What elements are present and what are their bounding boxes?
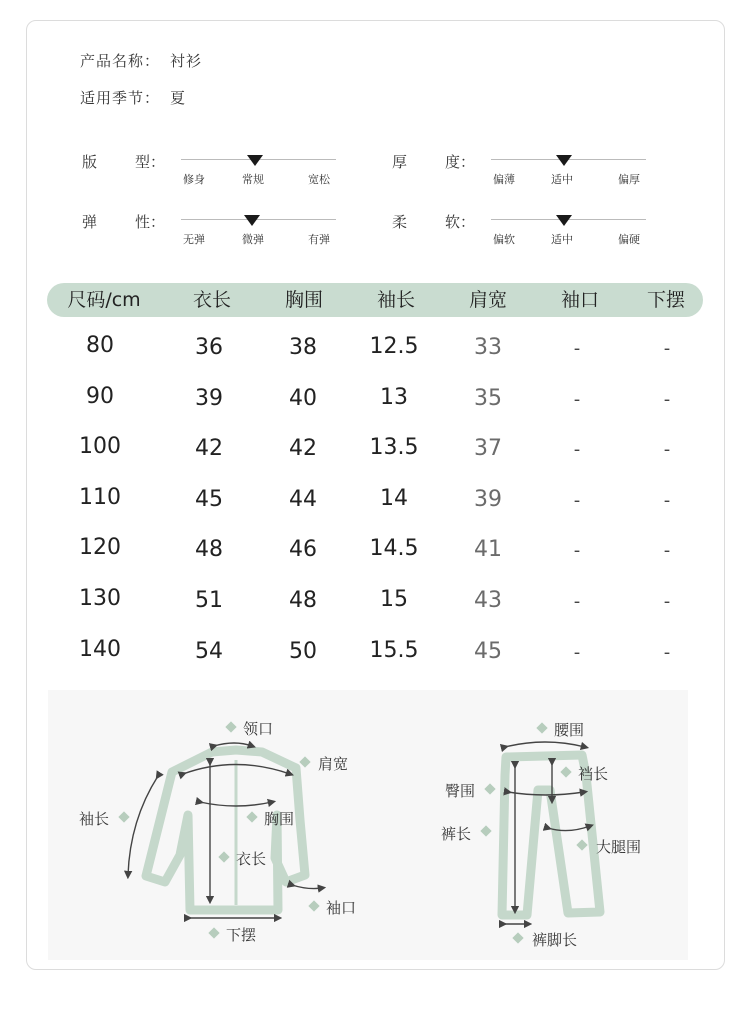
table-cell: - [573,389,581,410]
table-cell: 110 [79,485,121,510]
thickness-label: 厚 度： [392,153,476,171]
label-leg-opening: 裤脚长 [532,931,578,949]
col-shoulder-header: 肩宽 [468,289,508,311]
table-cell: 13.5 [369,435,419,460]
label-hem: 下摆 [226,926,257,944]
table-cell: 120 [79,535,121,560]
table-cell: 36 [195,335,223,360]
softness-option: 偏软 [493,233,515,246]
shirt-outline [146,750,305,910]
thickness-option: 适中 [551,173,573,186]
label-shoulder: 肩宽 [318,755,349,773]
table-cell: 38 [289,335,317,360]
label-thigh: 大腿围 [596,838,642,856]
table-cell: 40 [289,386,317,411]
table-cell: 51 [195,588,223,613]
season-label: 适用季节： [80,89,161,107]
table-cell: - [663,591,671,612]
product-name-label: 产品名称： [80,52,161,70]
col-sleeve-header: 袖长 [376,289,416,311]
table-cell: 39 [195,386,223,411]
table-cell: 14 [380,486,408,511]
col-chest-header: 胸围 [284,289,324,311]
table-cell: 13 [380,385,408,410]
col-size-header: 尺码/cm [67,289,141,311]
table-cell: - [663,540,671,561]
table-cell: 100 [79,434,121,459]
fit-option: 宽松 [308,173,330,186]
table-cell: 80 [86,333,114,358]
label-length: 衣长 [236,850,267,868]
label-chest: 胸围 [264,810,295,828]
table-cell: 15 [380,587,408,612]
elasticity-label: 弹 性： [82,213,166,231]
col-hem-header: 下摆 [646,289,686,311]
table-cell: 140 [79,637,121,662]
label-hip: 臀围 [445,782,476,800]
season-value: 夏 [170,89,187,107]
pants-measure-lines [503,742,590,924]
label-collar: 领口 [243,720,274,738]
softness-option: 适中 [551,233,573,246]
table-cell: 33 [474,335,502,360]
label-cuff: 袖口 [326,899,357,917]
table-cell: 15.5 [369,638,419,663]
table-cell: 41 [474,537,502,562]
thickness-option: 偏厚 [618,173,640,186]
table-cell: 44 [289,487,317,512]
table-cell: 12.5 [369,334,419,359]
table-cell: 39 [474,487,502,512]
table-cell: - [663,490,671,511]
col-cuff-header: 袖口 [560,289,600,311]
table-cell: - [573,591,581,612]
table-cell: - [573,338,581,359]
fit-option: 修身 [183,173,205,186]
table-cell: 130 [79,586,121,611]
table-cell: - [573,642,581,663]
fit-label: 版 型： [82,153,166,171]
col-length-header: 衣长 [192,289,232,311]
table-cell: 43 [474,588,502,613]
table-cell: 35 [474,386,502,411]
thickness-option: 偏薄 [493,173,515,186]
fit-option: 常规 [242,173,264,186]
table-cell: 48 [289,588,317,613]
table-cell: 37 [474,436,502,461]
softness-option: 偏硬 [618,233,640,246]
table-cell: - [663,389,671,410]
label-pants-length: 裤长 [441,825,472,843]
table-cell: - [573,439,581,460]
table-cell: 90 [86,384,114,409]
elasticity-option: 无弹 [183,233,205,246]
label-sleeve: 袖长 [79,810,110,828]
table-cell: 54 [195,639,223,664]
elasticity-option: 有弹 [308,233,330,246]
elasticity-option: 微弹 [242,233,264,246]
table-cell: - [663,642,671,663]
table-cell: - [573,490,581,511]
softness-label: 柔 软： [392,213,476,231]
table-cell: 42 [289,436,317,461]
table-cell: - [663,338,671,359]
table-cell: - [663,439,671,460]
table-cell: 46 [289,537,317,562]
table-cell: 50 [289,639,317,664]
table-cell: 45 [474,639,502,664]
table-cell: 48 [195,537,223,562]
table-cell: 45 [195,487,223,512]
table-cell: - [573,540,581,561]
label-waist: 腰围 [554,721,585,739]
table-cell: 42 [195,436,223,461]
product-name-value: 衬衫 [170,52,203,70]
label-rise: 裆长 [578,765,609,783]
table-cell: 14.5 [369,536,419,561]
